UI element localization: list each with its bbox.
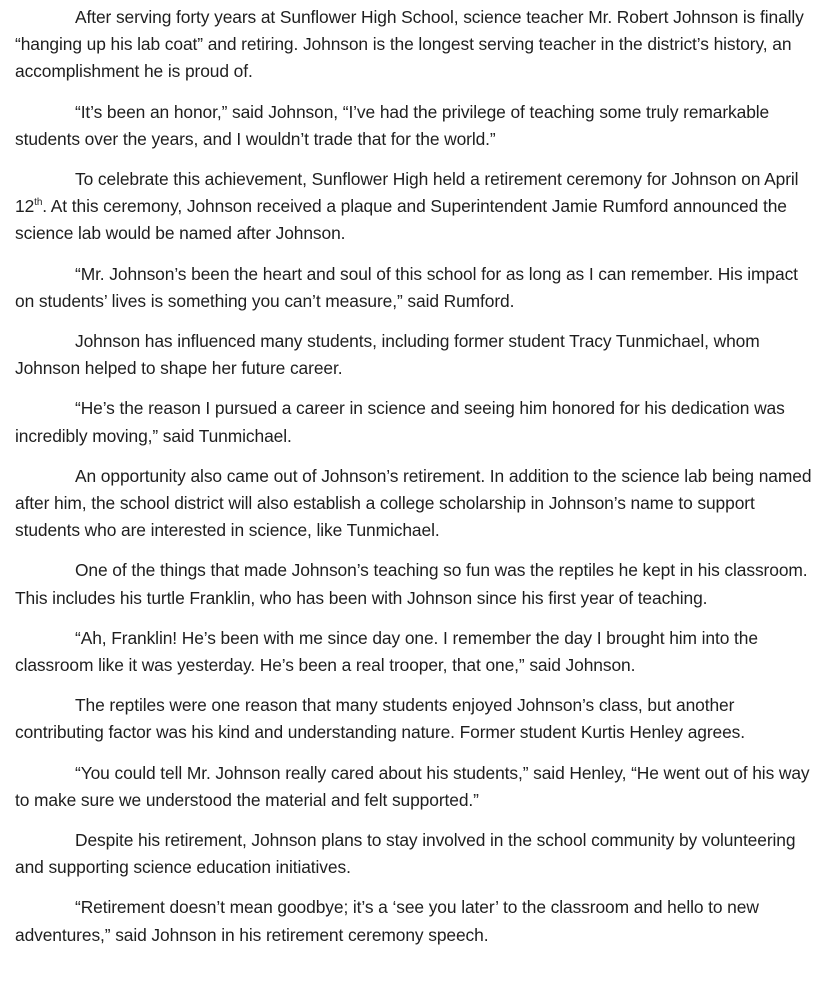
paragraph-4: “Mr. Johnson’s been the heart and soul of this school for as long as I can remember. His impact on students’ lives is something you can’t measure,” said Rumford. — [15, 263, 798, 311]
paragraph-7: An opportunity also came out of Johnson’s retirement. In addition to the science lab being named after him, the school district will also establish a college scholarship in Johnson’s name to support students who are interested in science, like Tunmichael. — [15, 465, 812, 541]
article-body — [15, 4, 820, 962]
paragraph-2: “It’s been an honor,” said Johnson, “I’ve had the privilege of teaching some truly remarkable students over the years, and I wouldn’t trade that for the world.” — [15, 101, 770, 149]
paragraph-6: “He’s the reason I pursued a career in science and seeing him honored for his dedication was incredibly moving,” said Tunmichael. — [15, 398, 785, 446]
paragraph-1: After serving forty years at Sunflower High School, science teacher Mr. Robert Johnson is finally “hanging up his lab coat” and retiring. Johnson is the longest serving teacher in the district’s history, an accomplishment he is proud of. — [15, 7, 804, 82]
paragraph-10: The reptiles were one reason that many students enjoyed Johnson’s class, but another contributing factor was his kind and understanding nature. Former student Kurtis Henley agrees. — [15, 695, 746, 743]
ordinal-suffix: th — [34, 197, 43, 209]
paragraph-9: “Ah, Franklin! He’s been with me since day one. I remember the day I brought him into the classroom like it was yesterday. He’s been a real trooper, that one,” said Johnson. — [15, 627, 758, 676]
paragraph-3 — [15, 166, 820, 248]
paragraph-11: “You could tell Mr. Johnson really cared about his students,” said Henley, “He went out of his way to make sure we understood the material and felt supported.” — [15, 762, 810, 810]
paragraph-3-end: . At this ceremony, Johnson received a plaque and Superintendent Jamie Rumford announced the science lab would be named after Johnson. — [15, 196, 787, 244]
paragraph-5: Johnson has influenced many students, including former student Tracy Tunmichael, whom Johnson helped to shape her future career. — [15, 331, 760, 379]
paragraph-3-start: To celebrate this achievement, Sunflower High held a retirement ceremony for Johnson on April 12 — [15, 169, 799, 217]
paragraph-13: “Retirement doesn’t mean goodbye; it’s a ‘see you later’ to the classroom and hello to new adventures,” said Johnson in his retirement ceremony speech. — [15, 897, 759, 945]
paragraph-8: One of the things that made Johnson’s teaching so fun was the reptiles he kept in his classroom. This includes his turtle Franklin, who has been with Johnson since his first year of teaching. — [15, 560, 808, 608]
paragraph-12: Despite his retirement, Johnson plans to stay involved in the school community by volunteering and supporting science education initiatives. — [15, 830, 796, 878]
